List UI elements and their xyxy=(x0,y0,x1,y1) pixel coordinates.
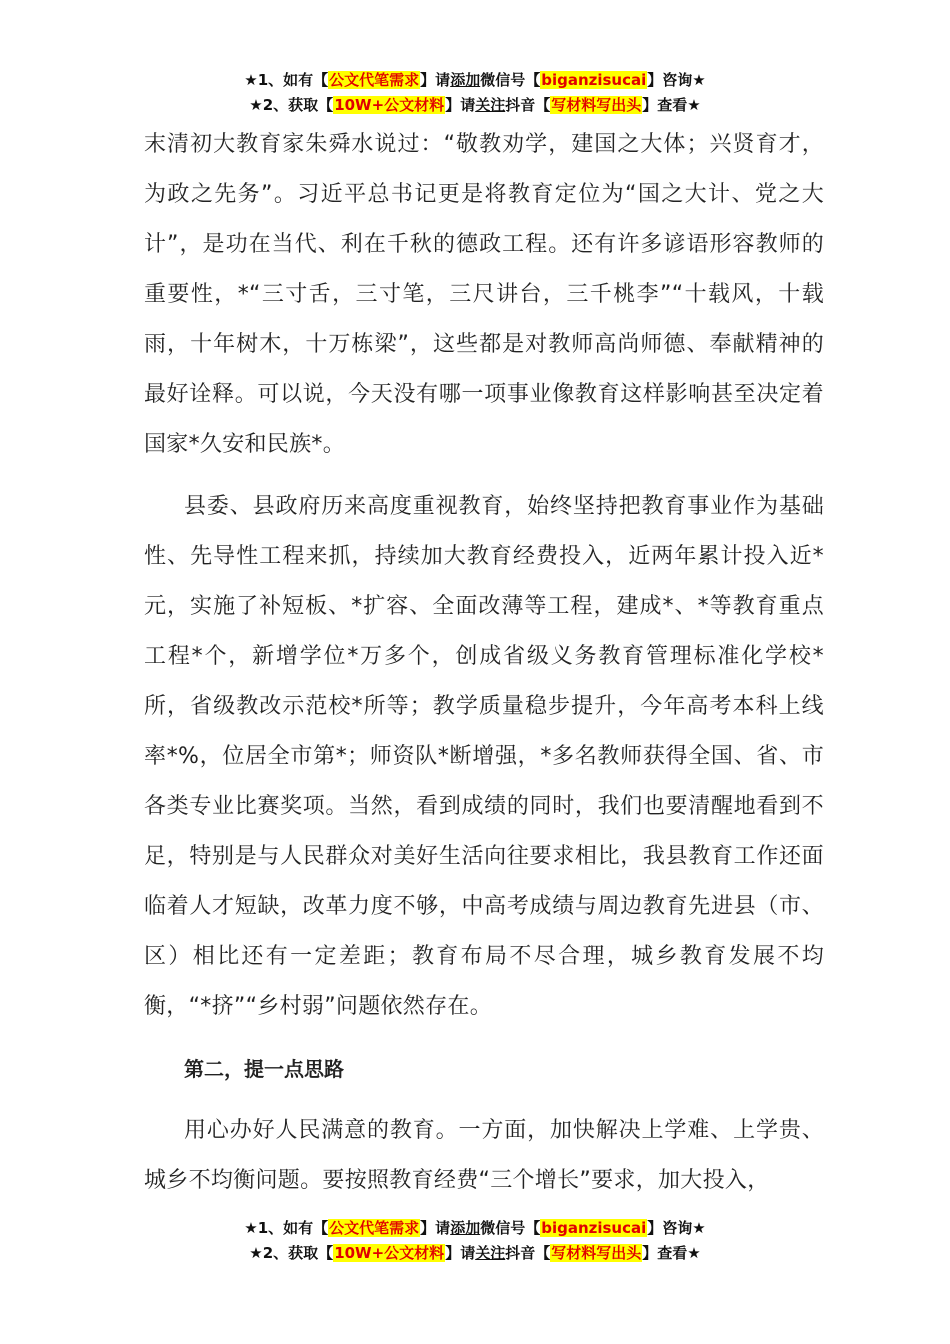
promo-text: ★1、如有【 xyxy=(244,1219,329,1237)
paragraph-2: 县委、县政府历来高度重视教育，始终坚持把教育事业作为基础性、先导性工程来抓，持续加大教育经费投入，近两年累计投入近*元，实施了补短板、*扩容、全面改薄等工程，建成*、*等教育重点工程*个，新增学位*万多个，创成省级义务教育管理标准化学校*所，省级教改示范校*所等；教学质量稳步提升，今年高考本科上线率*%，位居全市第*；师资队*断增强，*多名教师获得全国、省、市各类专业比赛奖项。当然，看到成绩的同时，我们也要清醒地看到不足，特别是与人民群众对美好生活向往要求相比，我县教育工作还面临着人才短缺，改革力度不够，中高考成绩与周边教育先进县（市、区）相比还有一定差距；教育布局不尽合理，城乡教育发展不均衡，“*挤”“乡村弱”问题依然存在。 xyxy=(144,494,824,1019)
promo-text: ★2、获取【 xyxy=(249,96,334,114)
promo-underline: 关注 xyxy=(475,96,506,114)
promo-highlight: 公文代笔需求 xyxy=(329,71,420,89)
promo-line-2 xyxy=(0,1241,950,1266)
document-body xyxy=(144,120,824,1218)
promo-text: 微信号【 xyxy=(480,71,541,89)
promo-highlight: 10W+公文材料 xyxy=(334,1244,445,1262)
promo-line-2 xyxy=(0,93,950,118)
section-heading: 第二，提一点思路 xyxy=(184,1057,344,1081)
promo-text: 】咨询★ xyxy=(647,1219,706,1237)
promo-text: 】查看★ xyxy=(642,96,701,114)
promo-text: ★1、如有【 xyxy=(244,71,329,89)
promo-line-1 xyxy=(0,1216,950,1241)
top-promo-banner xyxy=(0,68,950,118)
promo-text: 】请 xyxy=(445,1244,476,1262)
promo-underline: 添加 xyxy=(450,71,481,89)
promo-text: 】查看★ xyxy=(642,1244,701,1262)
bottom-promo-banner xyxy=(0,1216,950,1266)
promo-text: 微信号【 xyxy=(480,1219,541,1237)
promo-text: 】请 xyxy=(445,96,476,114)
promo-text: ★2、获取【 xyxy=(249,1244,334,1262)
promo-text: 抖音【 xyxy=(505,1244,551,1262)
promo-wechat-id: biganzisucai xyxy=(541,1219,647,1237)
promo-underline: 关注 xyxy=(475,1244,506,1262)
promo-highlight: 10W+公文材料 xyxy=(334,96,445,114)
promo-douyin-id: 写材料写出头 xyxy=(551,1244,642,1262)
promo-douyin-id: 写材料写出头 xyxy=(551,96,642,114)
promo-underline: 添加 xyxy=(450,1219,481,1237)
promo-text: 】请 xyxy=(420,71,451,89)
paragraph-3: 用心办好人民满意的教育。一方面，加快解决上学难、上学贵、城乡不均衡问题。要按照教育经费“三个增长”要求，加大投入， xyxy=(144,1118,824,1193)
promo-line-1 xyxy=(0,68,950,93)
promo-highlight: 公文代笔需求 xyxy=(329,1219,420,1237)
paragraph-1: 末清初大教育家朱舜水说过：“敬教劝学，建国之大体；兴贤育才，为政之先务”。习近平总书记更是将教育定位为“国之大计、党之大计”，是功在当代、利在千秋的德政工程。还有许多谚语形容教师的重要性，*“三寸舌，三寸笔，三尺讲台，三千桃李”“十载风，十载雨，十年树木，十万栋梁”，这些都是对教师高尚师德、奉献精神的最好诠释。可以说，今天没有哪一项事业像教育这样影响甚至决定着国家*久安和民族*。 xyxy=(144,132,824,457)
promo-text: 】请 xyxy=(420,1219,451,1237)
promo-text: 抖音【 xyxy=(505,96,551,114)
promo-text: 】咨询★ xyxy=(647,71,706,89)
promo-wechat-id: biganzisucai xyxy=(541,71,647,89)
